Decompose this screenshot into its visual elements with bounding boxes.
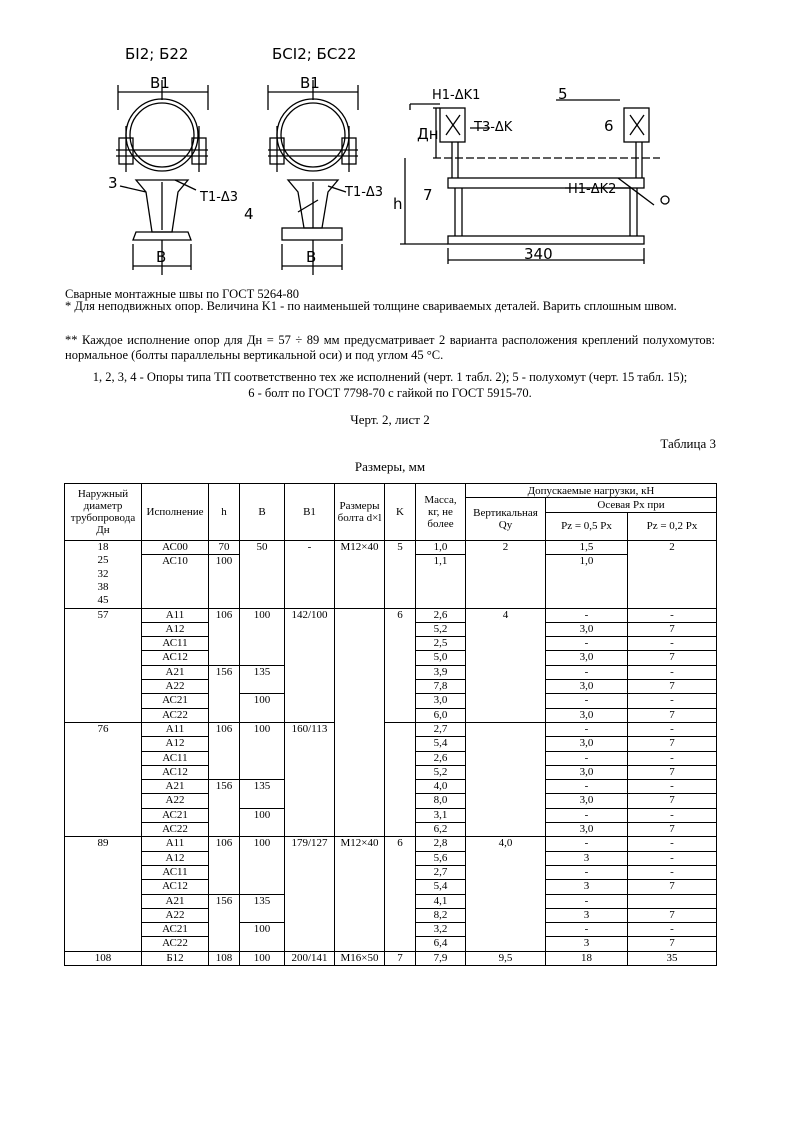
technical-drawing (0, 0, 800, 285)
table-cell: 3,9 (416, 665, 466, 679)
header-k: K (385, 484, 416, 541)
table-cell: - (546, 694, 628, 708)
table-cell: А22 (142, 908, 209, 922)
table-cell: - (546, 837, 628, 851)
table-cell: 5,4 (416, 880, 466, 894)
table-cell: - (628, 694, 717, 708)
dim-b1-label-2: B1 (300, 74, 320, 92)
table-cell: 108 (65, 951, 142, 965)
table-cell: - (628, 608, 717, 622)
header-b1: B1 (285, 484, 335, 541)
table-cell: АС12 (142, 651, 209, 665)
table-cell: 5,6 (416, 851, 466, 865)
table-cell: 5,0 (416, 651, 466, 665)
table-cell: M12×40 (335, 837, 385, 951)
table-cell: - (546, 637, 628, 651)
table-cell: M12×40 (335, 540, 385, 608)
table-cell: - (628, 837, 717, 851)
part-7-label: 7 (423, 186, 433, 204)
view-1-title: БI2; Б22 (125, 45, 189, 63)
table-cell: 57 (65, 608, 142, 722)
table-cell: 1,0 (546, 554, 628, 608)
table-cell: 6,4 (416, 937, 466, 951)
table-cell: 3,0 (416, 694, 466, 708)
table-cell: 2 (466, 540, 546, 608)
table-cell: 2,6 (416, 751, 466, 765)
table-cell: 7,8 (416, 680, 466, 694)
table-cell: АС11 (142, 637, 209, 651)
table-cell: 5,2 (416, 765, 466, 779)
table-cell: 106 (209, 837, 240, 894)
note-welds: Сварные монтажные швы по ГОСТ 5264-80 (65, 287, 300, 301)
table-cell: АС00 (142, 540, 209, 554)
table-cell: 3,0 (546, 680, 628, 694)
table-cell: 3,0 (546, 651, 628, 665)
part-5-label: 5 (558, 85, 568, 103)
dim-h-label: h (393, 195, 403, 213)
table-cell: А11 (142, 608, 209, 622)
table-cell: 45 (65, 594, 142, 608)
table-cell: 100 (240, 808, 285, 837)
header-loads: Допускаемые нагрузки, кН (466, 484, 717, 498)
dim-b1-label: B1 (150, 74, 170, 92)
header-h: h (209, 484, 240, 541)
table-row (65, 837, 717, 851)
table-cell: 2,7 (416, 722, 466, 736)
table-cell: АС21 (142, 694, 209, 708)
note-parts-1: 1, 2, 3, 4 - Опоры типа ТП соответственно тех же исполнений (черт. 1 табл. 2); 5 - полухомут (черт. 15 табл. 15); (92, 370, 688, 384)
table-cell: А22 (142, 794, 209, 808)
table-cell: АС21 (142, 808, 209, 822)
table-cell: 160/113 (285, 722, 335, 836)
table-cell: 7 (385, 951, 416, 965)
table-cell: 156 (209, 894, 240, 951)
table-cell: 35 (628, 951, 717, 965)
table-cell: 4,0 (466, 837, 546, 951)
table-cell: АС21 (142, 923, 209, 937)
table-cell: 7 (628, 880, 717, 894)
table-number: Таблица 3 (660, 436, 716, 451)
table-cell: 3,0 (546, 823, 628, 837)
part-3-label: 3 (108, 174, 118, 192)
table-cell: 7 (628, 823, 717, 837)
table-cell: 135 (240, 665, 285, 694)
header-row-1 (65, 484, 717, 498)
header-vertical: Вертикальная Qy (466, 498, 546, 540)
dim-b-label: B (156, 248, 167, 266)
weld-t3k-label: T3-ΔK (474, 120, 513, 135)
table-cell: - (546, 923, 628, 937)
table-cell: 50 (240, 540, 285, 608)
table-cell: 7 (628, 708, 717, 722)
table-cell: 7 (628, 680, 717, 694)
table-cell: - (546, 865, 628, 879)
support-view-1 (116, 80, 208, 275)
table-cell: 3,0 (546, 765, 628, 779)
table-cell: - (546, 665, 628, 679)
table-cell: - (628, 751, 717, 765)
table-cell: АС11 (142, 751, 209, 765)
table-cell: АС22 (142, 823, 209, 837)
table-cell: АС10 (142, 554, 209, 608)
table-cell: 2,6 (416, 608, 466, 622)
dim-dn-label: Дн (417, 125, 439, 143)
table-cell: АС12 (142, 765, 209, 779)
table-cell: - (546, 894, 628, 908)
view-2-title: БСI2; БС22 (272, 45, 357, 63)
table-cell: 7 (628, 765, 717, 779)
table-cell: 6,0 (416, 708, 466, 722)
table-row (65, 608, 717, 622)
table-cell: 89 (65, 837, 142, 951)
table-cell: 76 (65, 722, 142, 836)
table-cell: - (546, 751, 628, 765)
header-mass: Масса, кг, не более (416, 484, 466, 541)
table-cell: 6 (385, 837, 416, 951)
table-cell: 5 (385, 540, 416, 608)
drawing-caption: Черт. 2, лист 2 (350, 412, 430, 427)
table-title: Размеры, мм (354, 459, 426, 474)
table-cell: - (628, 808, 717, 822)
table-cell: 7 (628, 737, 717, 751)
note-parts-2: 6 - болт по ГОСТ 7798-70 с гайкой по ГОСТ 5915-70. (248, 386, 532, 400)
table-cell: 8,2 (416, 908, 466, 922)
table-cell (385, 722, 416, 836)
table-cell: А11 (142, 837, 209, 851)
header-dn: Наружный диаметр трубопровода Дн (65, 484, 142, 541)
table-cell: 108 (209, 951, 240, 965)
table-cell: 18 (546, 951, 628, 965)
table-cell: 3,0 (546, 708, 628, 722)
table-cell: А12 (142, 622, 209, 636)
table-cell: 1,5 (546, 540, 628, 554)
table-cell (335, 608, 385, 837)
support-side-view (400, 100, 669, 264)
table-cell: 5,4 (416, 737, 466, 751)
table-cell: 3,1 (416, 808, 466, 822)
table-cell: 100 (240, 951, 285, 965)
weld-t1-label: T1-Δ3 (200, 190, 239, 205)
table-cell: 200/141 (285, 951, 335, 965)
table-cell (466, 722, 546, 836)
table-cell: 2 (628, 540, 717, 608)
dim-b-label-2: B (306, 248, 317, 266)
table-cell: 3,0 (546, 794, 628, 808)
table-cell: АС11 (142, 865, 209, 879)
table-cell: А22 (142, 680, 209, 694)
table-cell: А11 (142, 722, 209, 736)
table-cell: А21 (142, 665, 209, 679)
part-6-label: 6 (604, 117, 614, 135)
weld-t1-label-2: T1-Δ3 (345, 185, 384, 200)
table-cell: А21 (142, 780, 209, 794)
table-cell: 106 (209, 722, 240, 779)
table-cell: 3,2 (416, 923, 466, 937)
table-cell: - (546, 808, 628, 822)
table-cell (628, 894, 717, 908)
table-cell: 3 (546, 937, 628, 951)
table-cell: 100 (240, 722, 285, 779)
table-row (65, 540, 717, 554)
table-cell: 100 (240, 837, 285, 894)
table-cell: - (285, 540, 335, 608)
table-cell: 156 (209, 665, 240, 722)
table-cell: 70 (209, 540, 240, 554)
table-cell: M16×50 (335, 951, 385, 965)
table-cell: - (628, 923, 717, 937)
table-cell: 7 (628, 908, 717, 922)
table-cell: 9,5 (466, 951, 546, 965)
table-cell: 7 (628, 651, 717, 665)
header-axial: Осевая Px при (546, 498, 717, 512)
table-cell: АС12 (142, 880, 209, 894)
table-cell: - (628, 722, 717, 736)
table-cell: 135 (240, 894, 285, 923)
table-cell: - (628, 780, 717, 794)
table-cell: 3,0 (546, 737, 628, 751)
table-row (65, 722, 717, 736)
note-fixed-supports: * Для неподвижных опор. Величина K1 - по наименьшей толщине свариваемых деталей. Варить сплошным швом. (65, 299, 677, 313)
table-cell: - (546, 608, 628, 622)
table-cell: 3 (546, 908, 628, 922)
part-4-label: 4 (244, 205, 254, 223)
table-cell: 1,0 (416, 540, 466, 554)
table-cell: - (546, 722, 628, 736)
dimensions-table (64, 483, 717, 966)
header-p02: Pz = 0,2 Px (628, 512, 717, 540)
table-cell: 2,7 (416, 865, 466, 879)
table-cell: - (628, 637, 717, 651)
table-cell: 179/127 (285, 837, 335, 951)
table-cell: 38 (65, 581, 142, 594)
table-cell: 3,0 (546, 622, 628, 636)
table-cell: 135 (240, 780, 285, 809)
table-cell: 3 (546, 880, 628, 894)
header-isp: Исполнение (142, 484, 209, 541)
weld-h1k2-label: H1-ΔK2 (568, 182, 617, 197)
table-cell: - (628, 665, 717, 679)
table-cell: АС22 (142, 708, 209, 722)
table-cell: 100 (240, 923, 285, 952)
table-cell: 4 (466, 608, 546, 722)
table-cell: 32 (65, 568, 142, 581)
table-cell: 2,8 (416, 837, 466, 851)
table-cell: 7 (628, 622, 717, 636)
note-variants: ** Каждое исполнение опор для Дн = 57 ÷ 89 мм предусматривает 2 варианта расположения креплений полухомутов: нормальное (болты параллельны вертикальной оси) и под углом 45 °С. (65, 333, 715, 362)
table-cell: 7 (628, 794, 717, 808)
table-cell: А21 (142, 894, 209, 908)
table-cell: 100 (209, 554, 240, 608)
header-bolt: Размеры болта d×l (335, 484, 385, 541)
table-cell: А12 (142, 737, 209, 751)
dim-340-label: 340 (524, 245, 553, 263)
table-cell: 7 (628, 937, 717, 951)
table-cell: 100 (240, 608, 285, 665)
table-cell: 6,2 (416, 823, 466, 837)
header-b: B (240, 484, 285, 541)
table-cell: 25 (65, 554, 142, 567)
table-cell: 106 (209, 608, 240, 665)
table-cell: 100 (240, 694, 285, 723)
table-cell: 5,2 (416, 622, 466, 636)
table-cell: 2,5 (416, 637, 466, 651)
table-cell: АС22 (142, 937, 209, 951)
table-cell: - (628, 865, 717, 879)
table-cell: 7,9 (416, 951, 466, 965)
table-cell: 4,1 (416, 894, 466, 908)
table-cell: А12 (142, 851, 209, 865)
table-cell: 18 (65, 540, 142, 554)
table-cell: 1,1 (416, 554, 466, 608)
table-cell: 4,0 (416, 780, 466, 794)
table-cell: 3 (546, 851, 628, 865)
table-cell: 142/100 (285, 608, 335, 722)
table-cell: Б12 (142, 951, 209, 965)
table-cell: 8,0 (416, 794, 466, 808)
table-row (65, 951, 717, 965)
table-cell: - (628, 851, 717, 865)
header-p05: Pz = 0,5 Px (546, 512, 628, 540)
weld-h1k1-label: H1-ΔK1 (432, 88, 481, 103)
table-cell: 6 (385, 608, 416, 722)
table-cell: 156 (209, 780, 240, 837)
support-view-2 (268, 80, 358, 275)
table-cell: - (546, 780, 628, 794)
